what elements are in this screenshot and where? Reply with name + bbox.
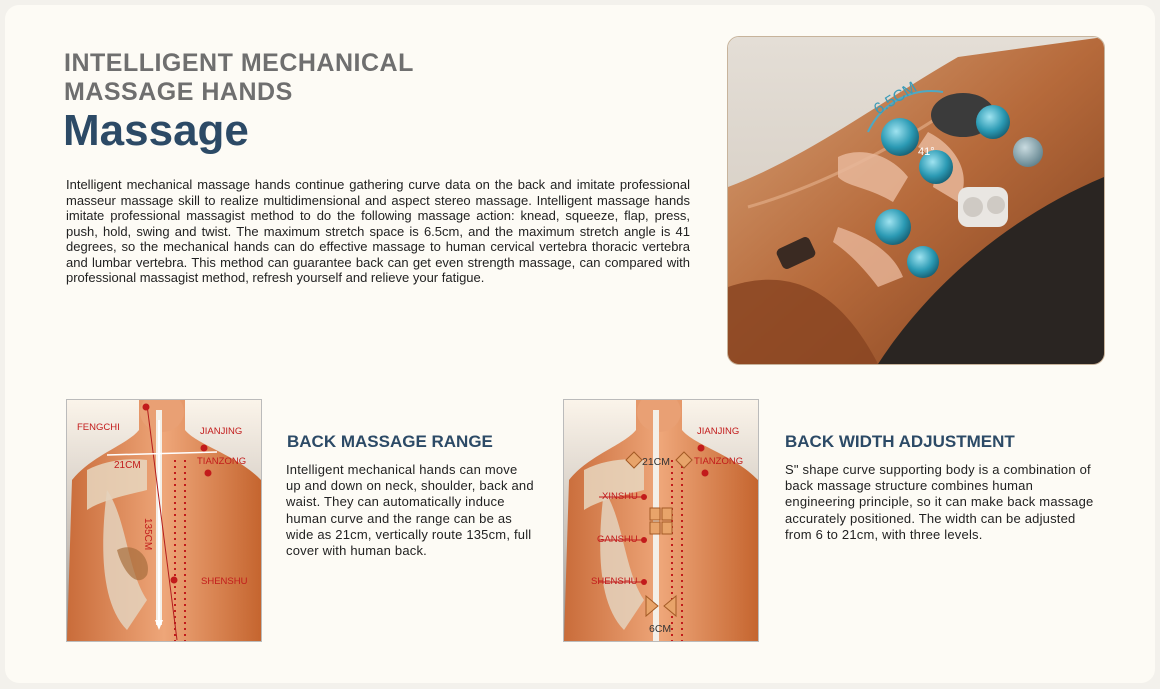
- back-width-title: BACK WIDTH ADJUSTMENT: [785, 432, 1015, 451]
- jianjing-label: JIANJING: [200, 426, 243, 437]
- back-width-text: S" shape curve supporting body is a combination of back massage structure combines human engineering principle, so it can make back massage accurately positioned. The width can be adjusted from 6 to 21cm, with three levels.: [785, 462, 1094, 542]
- xinshu-label: XINSHU: [602, 491, 638, 502]
- width-label: 21CM: [114, 460, 141, 471]
- page-title: Massage: [63, 106, 249, 155]
- back-width-illustration: [563, 399, 759, 642]
- section-heading: [64, 49, 414, 107]
- heading-line-1: INTELLIGENT MECHANICAL: [64, 49, 414, 77]
- back-range-title: BACK MASSAGE RANGE: [287, 432, 493, 451]
- jianjing-label-2: JIANJING: [697, 426, 740, 437]
- shenshu-label-2: SHENSHU: [591, 576, 638, 587]
- tianzong-label-2: TIANZONG: [694, 456, 744, 467]
- massage-chair-image: [727, 36, 1105, 365]
- length-label: 135CM: [142, 518, 153, 551]
- stretch-label: 6.5CM: [871, 79, 921, 119]
- max-width-label: 21CM: [642, 456, 671, 468]
- heading-line-2: MASSAGE HANDS: [64, 78, 293, 106]
- ganshu-label: GANSHU: [597, 534, 638, 545]
- back-range-illustration: [66, 399, 262, 642]
- intro-paragraph: Intelligent mechanical massage hands continue gathering curve data on the back and imitate professional masseur massage skill to realize multidimensional and aspect stereo massage. Intelligent massage hands imitate professional massagist method to do the following massage action: knead, squeeze, flap, press, push, hold, swing and twist. The maximum stretch space is 6.5cm, and the maximum stretch angle is 41 degrees, so the mechanical hands can do effective massage to human cervical vertebra thoracic vertebra and lumbar vertebra. This method can guarantee back can get even strength massage, can compared with professional massagist method, refresh yourself and relieve your fatigue.: [66, 177, 690, 285]
- min-width-label: 6CM: [649, 623, 672, 635]
- fengchi-label: FENGCHI: [77, 422, 120, 433]
- tianzong-label: TIANZONG: [197, 456, 247, 467]
- shenshu-label: SHENSHU: [201, 576, 248, 587]
- angle-label: 41°: [918, 146, 935, 158]
- back-range-text: Intelligent mechanical hands can move up and down on neck, shoulder, back and waist. They can automatically induce human curve and the range can be as wide as 21cm, vertically route 135cm, full cover with human back.: [286, 462, 534, 559]
